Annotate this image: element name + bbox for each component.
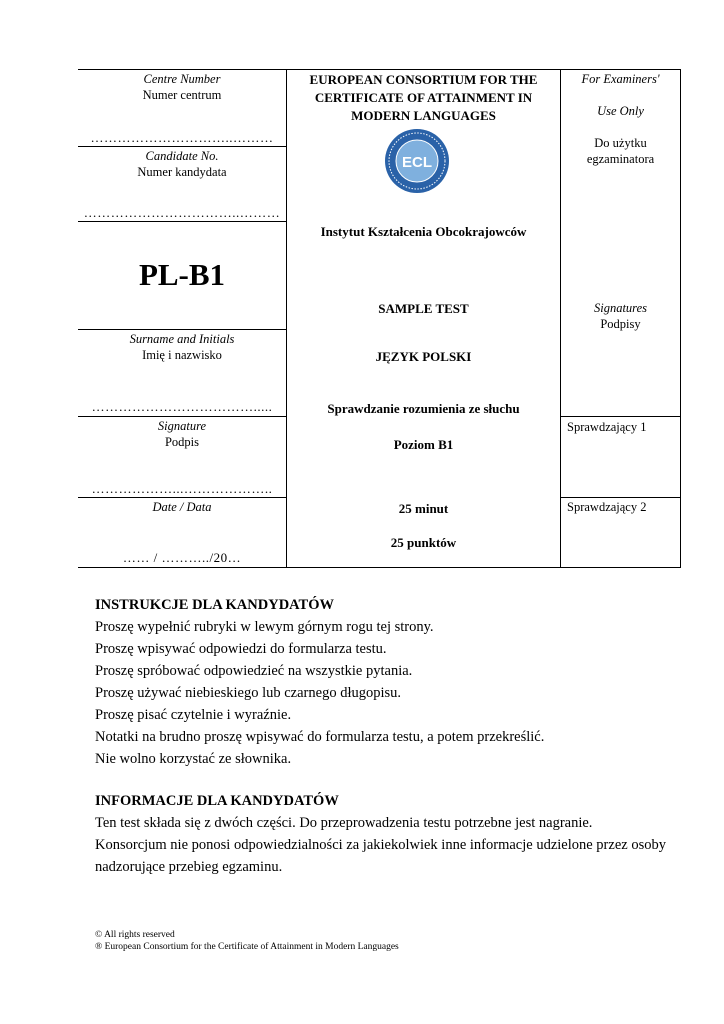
signature-cell [78,418,286,450]
date-field[interactable]: …… / ………../20… [122,550,242,565]
right-outer-border [680,69,681,568]
examiners-label-line1: For Examiners' [581,72,660,86]
points: 25 punktów [390,535,457,550]
signatures-cell [561,300,680,332]
centre-number-label-en: Centre Number [143,72,221,86]
instructions-heading: INSTRUKCJE DLA KANDYDATÓW [95,597,335,613]
candidate-number-label-pl: Numer kandydata [137,165,227,179]
instruction-line: Proszę spróbować odpowiedzieć na wszystkie pytania. [95,663,413,679]
checker-1-label: Sprawdzający 1 [567,420,647,434]
instruction-line: Proszę wypełnić rubryki w lewym górnym rogu tej strony. [95,619,434,635]
candidate-number-field[interactable]: ……………………………..……… [83,205,281,220]
centre-number-field[interactable]: …………………………..……… [90,130,274,145]
instruction-line: Proszę używać niebieskiego lub czarnego długopisu. [95,685,402,701]
left-separator-1 [78,146,287,147]
information-line: Ten test składa się z dwóch części. Do przeprowadzenia testu potrzebne jest nagranie. [95,815,593,831]
left-separator-4 [78,416,287,417]
instruction-line: Proszę pisać czytelnie i wyraźnie. [95,707,292,723]
examiners-label-pl-line2: egzaminatora [586,152,655,166]
information-line: nadzorujące przebieg egzaminu. [95,859,283,875]
level-code: PL-B1 [138,257,226,292]
right-separator-2 [560,497,681,498]
institute-name: Instytut Kształcenia Obcokrajowców [320,224,527,239]
centre-number-cell [78,71,286,103]
information-heading: INFORMACJE DLA KANDYDATÓW [95,793,339,809]
footer [95,929,695,953]
skill-name: Sprawdzanie rozumienia ze słuchu [327,401,520,416]
ecl-logo [383,127,451,195]
signature-label-en: Signature [157,419,207,433]
footer-rights: © All rights reserved [95,930,175,940]
signatures-label-en: Signatures [593,301,647,315]
signatures-label-pl: Podpisy [600,317,641,331]
test-type: SAMPLE TEST [378,301,469,316]
surname-label-pl: Imię i nazwisko [142,348,222,362]
examiners-cell [561,71,680,167]
surname-label-en: Surname and Initials [129,332,235,346]
left-separator-2 [78,221,287,222]
consortium-title: EUROPEAN CONSORTIUM FOR THE CERTIFICATE OF ATTAINMENT IN MODERN LANGUAGES [309,72,538,123]
checker-2-label: Sprawdzający 2 [567,500,647,514]
centre-number-label-pl: Numer centrum [142,88,222,102]
duration: 25 minut [398,501,449,516]
examiners-label-line2: Use Only [597,104,644,118]
instruction-line: Nie wolno korzystać ze słownika. [95,751,292,767]
date-label: Date / Data [152,500,212,514]
left-separator-3 [78,329,287,330]
candidate-number-cell [78,148,286,180]
ecl-logo-text: ECL [402,154,432,171]
footer-registered: ® European Consortium for the Certificate of Attainment in Modern Languages [95,942,399,952]
left-column-divider [286,69,287,568]
language-name: JĘZYK POLSKI [375,349,472,364]
surname-cell [78,331,286,363]
candidate-number-label-en: Candidate No. [145,149,219,163]
instructions-section [95,594,695,770]
signature-label-pl: Podpis [164,435,200,449]
right-separator-1 [560,416,681,417]
instruction-line: Notatki na brudno proszę wpisywać do formularza testu, a potem przekreślić. [95,729,545,745]
information-line: Konsorcjum nie ponosi odpowiedzialności za jakiekolwiek inne informacje udzielone przez osoby [95,837,666,853]
ecl-logo-graphic [383,127,451,195]
level-name: Poziom B1 [393,437,454,452]
instruction-line: Proszę wpisywać odpowiedzi do formularza testu. [95,641,387,657]
left-separator-5 [78,497,287,498]
information-section [95,790,695,878]
examiners-label-pl-line1: Do użytku [594,136,647,150]
frame-top-line [78,69,681,70]
date-cell [78,499,286,515]
signature-field[interactable]: ………………...……………….. [91,481,273,496]
frame-bottom-line [78,567,681,568]
surname-field[interactable]: ………………………………..... [91,399,273,414]
